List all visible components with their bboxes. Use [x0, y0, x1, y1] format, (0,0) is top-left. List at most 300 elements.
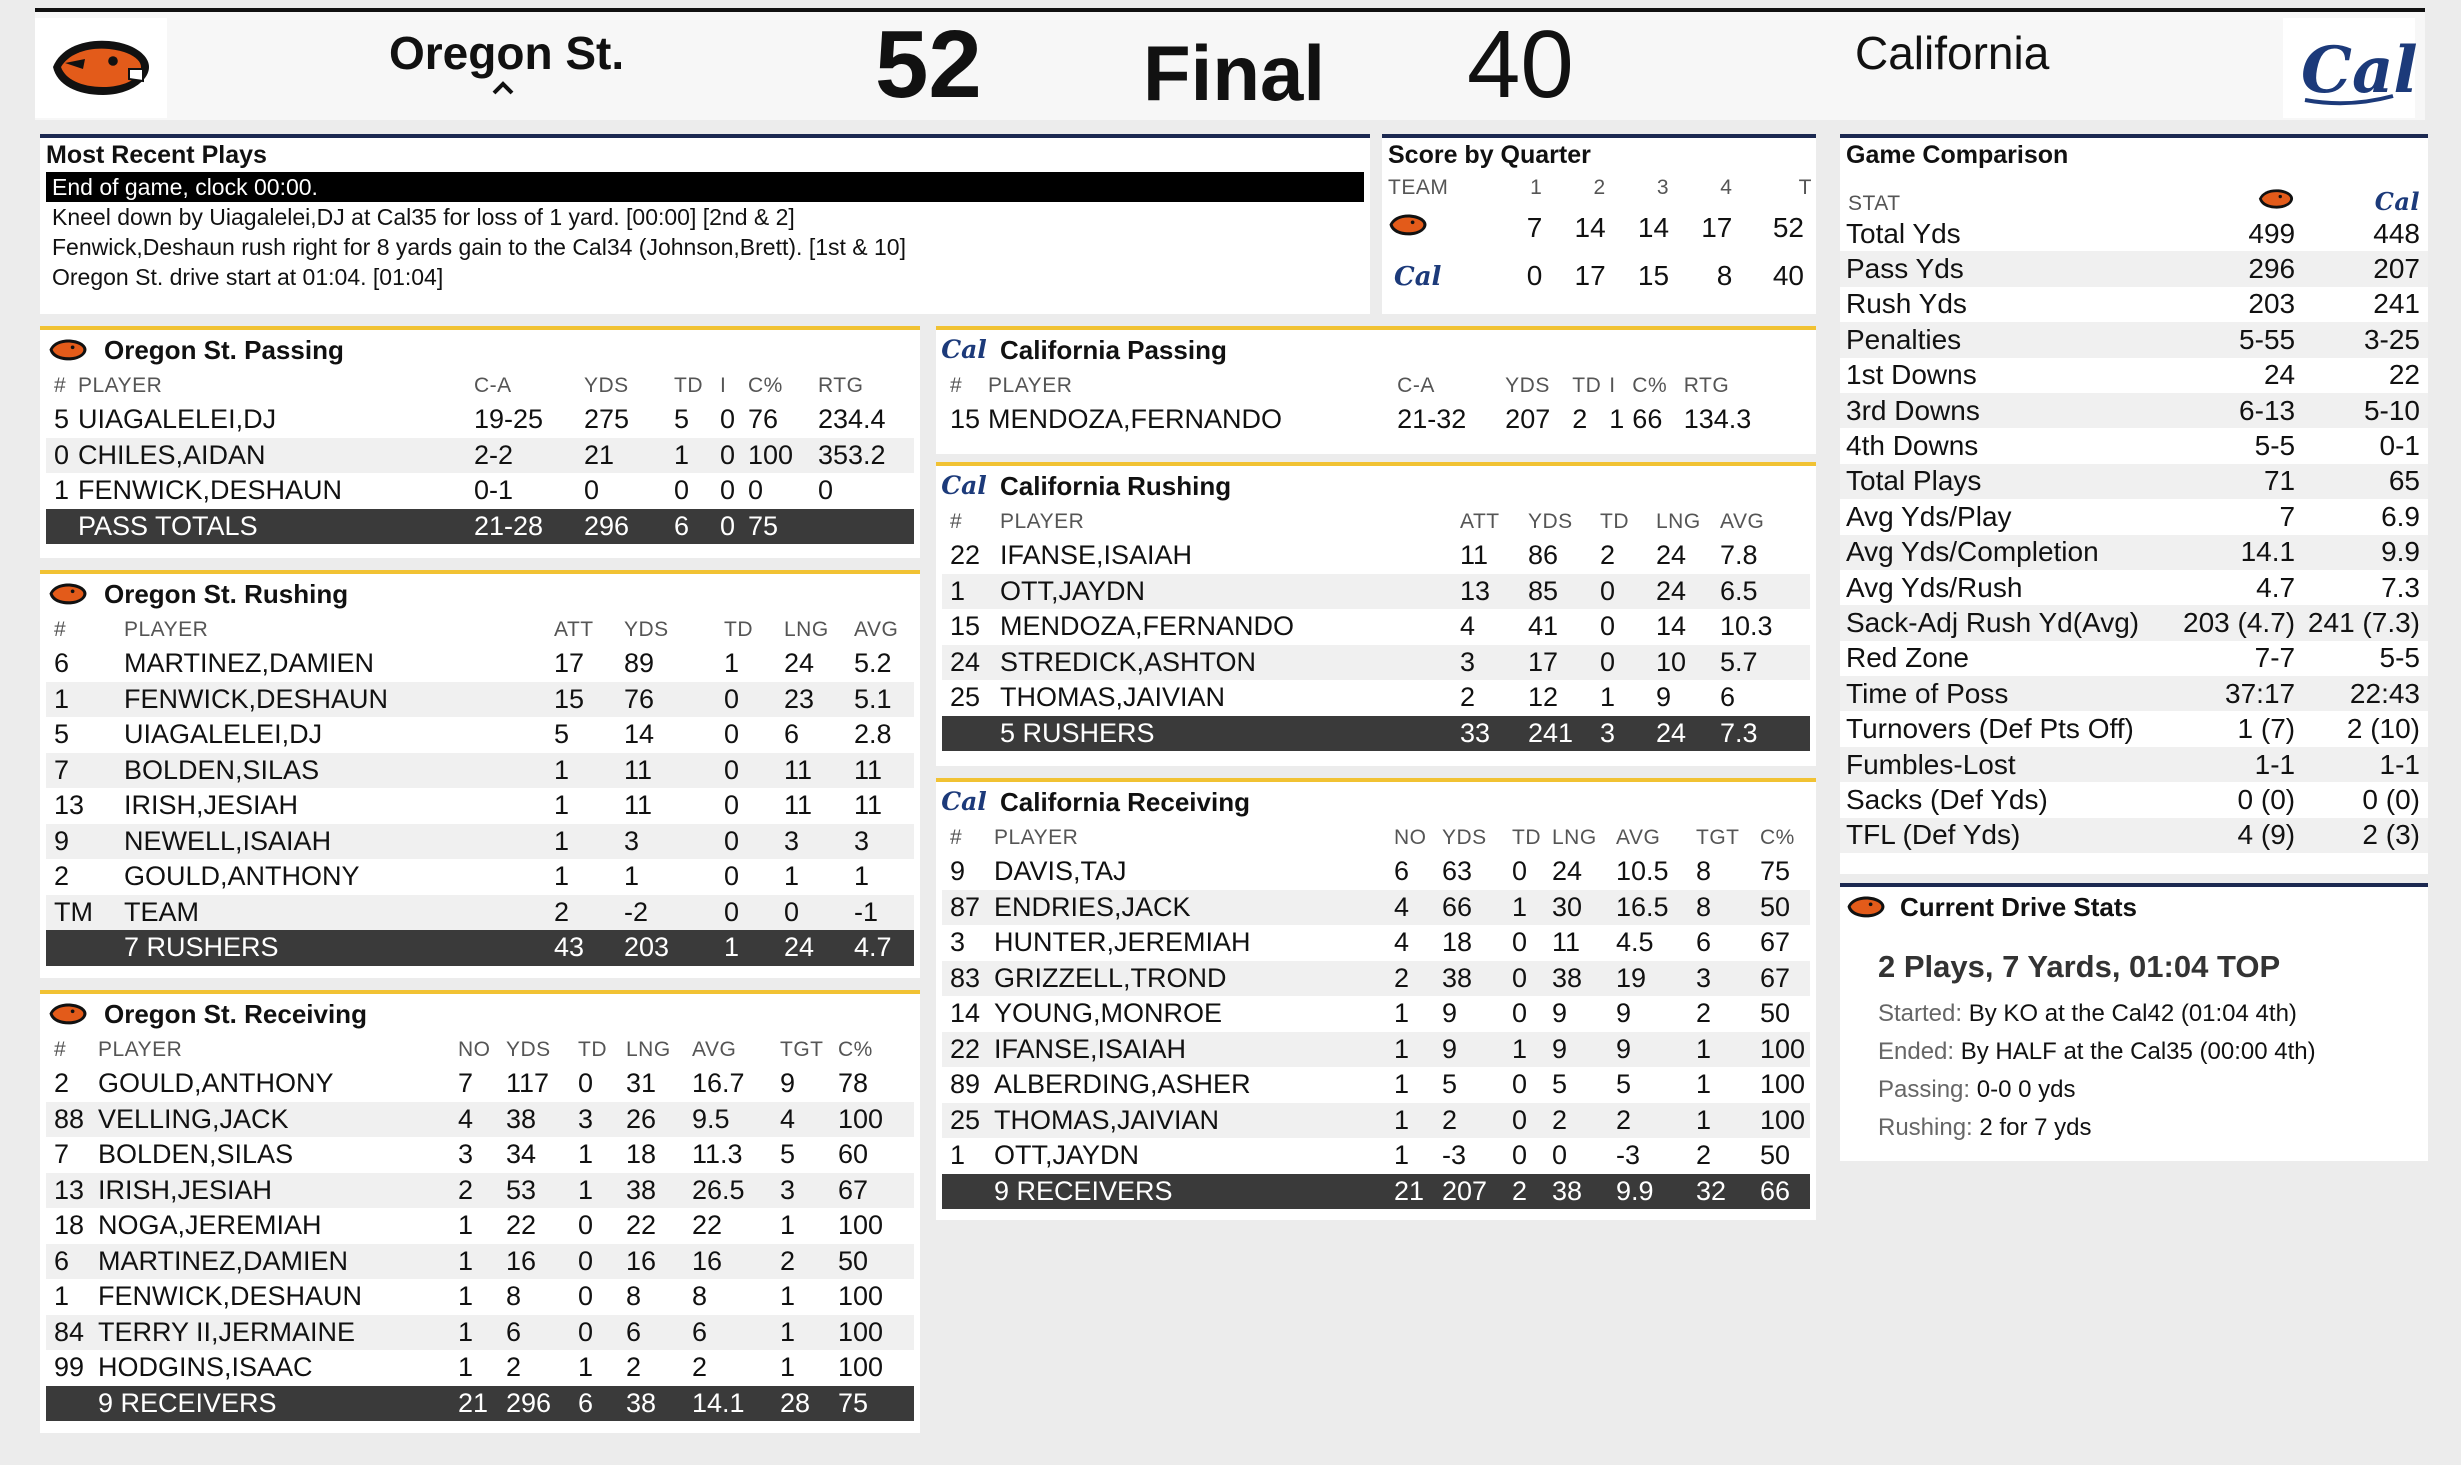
- stat-cell: 1: [570, 1173, 618, 1209]
- stat-cell: 1: [458, 1281, 474, 1312]
- col-header[interactable]: TD: [1512, 826, 1541, 849]
- stat-label: 1st Downs: [1846, 359, 1977, 391]
- recent-plays-list: [40, 172, 1370, 292]
- col-header[interactable]: #: [950, 510, 963, 533]
- player-name[interactable]: ALBERDING,ASHER: [994, 1069, 1251, 1100]
- stat-cell: 50: [1760, 998, 1791, 1029]
- col-header[interactable]: YDS: [1528, 510, 1573, 533]
- table-row[interactable]: [942, 925, 1810, 961]
- score-cell: 8: [1716, 260, 1733, 291]
- table-row[interactable]: [942, 645, 1810, 681]
- stat-cell: 53: [498, 1173, 570, 1209]
- col-header[interactable]: TD: [578, 1038, 607, 1061]
- col-header[interactable]: PLAYER: [994, 826, 1079, 849]
- player-name[interactable]: UIAGALELEI,DJ: [78, 404, 277, 435]
- stat-cell: 8: [506, 1281, 522, 1312]
- col-header: TEAM: [1388, 176, 1449, 199]
- col-header[interactable]: YDS: [1505, 374, 1550, 397]
- total-cell: 21: [450, 1386, 498, 1422]
- stat-cell: 13: [46, 1173, 90, 1209]
- score-cell: 14: [1574, 212, 1606, 243]
- player-name[interactable]: OTT,JAYDN: [994, 1140, 1140, 1171]
- stat-cell: 100: [830, 1315, 914, 1351]
- col-header[interactable]: C%: [1760, 826, 1795, 849]
- table-row[interactable]: [46, 1315, 914, 1351]
- panel-title-label: Oregon St. Rushing: [104, 579, 349, 609]
- stat-cell: 117: [506, 1068, 550, 1099]
- drive-ended: [1878, 1033, 2428, 1071]
- player-name[interactable]: IFANSE,ISAIAH: [1000, 540, 1193, 571]
- player-name[interactable]: UIAGALELEI,DJ: [124, 719, 323, 750]
- stat-label: TFL (Def Yds): [1840, 818, 2171, 853]
- stat-cell: 4.5: [1616, 927, 1654, 958]
- stat-cell: 31: [626, 1068, 657, 1099]
- stat-label: Total Plays: [1840, 464, 2171, 499]
- table-row[interactable]: [942, 1067, 1810, 1103]
- table-row[interactable]: [46, 1279, 914, 1315]
- stat-cell: 0: [724, 719, 740, 750]
- comparison-row: [1840, 464, 2428, 499]
- stat-cell: 0: [776, 895, 846, 931]
- beaver-logo-icon: [48, 582, 88, 606]
- col-header[interactable]: TGT: [1696, 826, 1740, 849]
- table-row[interactable]: [942, 402, 1810, 438]
- col-header[interactable]: #: [950, 826, 963, 849]
- col-header[interactable]: YDS: [1442, 826, 1487, 849]
- stat-cell: -3: [1616, 1140, 1641, 1171]
- player-name[interactable]: NOGA,JEREMIAH: [98, 1210, 322, 1241]
- play-item[interactable]: Oregon St. drive start at 01:04. [01:04]: [52, 264, 444, 290]
- total-label: PASS TOTALS: [70, 509, 466, 545]
- stat-cell: 2: [54, 1068, 70, 1099]
- player-name[interactable]: NEWELL,ISAIAH: [116, 824, 546, 860]
- col-header[interactable]: ATT: [1460, 510, 1500, 533]
- player-name[interactable]: MENDOZA,FERNANDO: [988, 404, 1283, 435]
- col-header[interactable]: TD: [1572, 374, 1602, 397]
- player-name[interactable]: DAVIS,TAJ: [994, 856, 1127, 887]
- player-name[interactable]: HUNTER,JEREMIAH: [994, 927, 1251, 958]
- home-value: 7-7: [2254, 642, 2296, 674]
- stat-cell: 2: [546, 895, 616, 931]
- col-header[interactable]: AVG: [1616, 826, 1661, 849]
- stat-cell: 1: [578, 1352, 594, 1383]
- stat-cell: 89: [624, 648, 655, 679]
- col-header[interactable]: C%: [748, 374, 783, 397]
- stat-cell: 4: [1394, 927, 1410, 958]
- label: Ended:: [1878, 1038, 1955, 1065]
- stat-cell: 0: [716, 753, 776, 789]
- caret-up-icon: [491, 80, 515, 96]
- col-header[interactable]: YDS: [624, 618, 669, 641]
- stat-cell: 15: [950, 404, 981, 435]
- home-score: 52: [875, 11, 982, 118]
- player-name[interactable]: VELLING,JACK: [90, 1102, 450, 1138]
- stat-cell: 4: [1386, 890, 1434, 926]
- stat-cell: 6: [1720, 682, 1736, 713]
- stat-cell: 100: [838, 1352, 884, 1383]
- table-row[interactable]: [46, 859, 914, 895]
- player-name[interactable]: MENDOZA,FERNANDO: [1000, 611, 1295, 642]
- total-cell: 21-28: [466, 509, 576, 545]
- stat-label: 4th Downs: [1846, 430, 1979, 462]
- stats-table: [942, 822, 1810, 1209]
- stat-cell: 0: [720, 404, 736, 435]
- player-name[interactable]: FENWICK,DESHAUN: [78, 475, 343, 506]
- stat-cell: 2: [1460, 682, 1476, 713]
- away-value: 1-1: [2295, 747, 2428, 782]
- score-by-quarter-title: Score by Quarter: [1388, 141, 1591, 169]
- away-value: 7.3: [2381, 571, 2420, 603]
- home-team-logo[interactable]: [35, 18, 167, 118]
- stat-cell: 9: [46, 824, 116, 860]
- stat-cell: 22: [506, 1210, 537, 1241]
- col-header[interactable]: C-A: [1397, 374, 1435, 397]
- player-name[interactable]: OTT,JAYDN: [992, 574, 1452, 610]
- col-header[interactable]: C%: [838, 1038, 873, 1061]
- stat-cell: 1: [554, 790, 570, 821]
- score-cell: 0: [1526, 260, 1543, 291]
- stat-cell: 0: [716, 895, 776, 931]
- stat-cell: 100: [1752, 1032, 1810, 1068]
- drive-rushing: [1878, 1109, 2428, 1147]
- stat-cell: 21-32: [1397, 404, 1467, 435]
- player-name[interactable]: ENDRIES,JACK: [986, 890, 1386, 926]
- stat-cell: 76: [748, 404, 779, 435]
- stat-cell: 1: [950, 1140, 966, 1171]
- stat-cell: 89: [950, 1069, 981, 1100]
- stat-cell: 78: [838, 1068, 869, 1099]
- player-name[interactable]: STREDICK,ASHTON: [992, 645, 1452, 681]
- stat-cell: 22: [950, 540, 981, 571]
- col-header[interactable]: AVG: [854, 618, 899, 641]
- home-value: 4 (9): [2171, 818, 2295, 853]
- panel-title: [40, 994, 920, 1034]
- col-header[interactable]: AVG: [692, 1038, 737, 1061]
- stat-cell: 11: [854, 790, 883, 821]
- player-name[interactable]: MARTINEZ,DAMIEN: [124, 648, 375, 679]
- stat-cell: 17: [1520, 645, 1592, 681]
- total-cell: 241: [1520, 716, 1592, 752]
- cal-logo-icon: Cal: [941, 471, 987, 500]
- california-passing-panel: [936, 326, 1816, 454]
- stat-cell: 11: [616, 753, 716, 789]
- stat-cell: 24: [942, 645, 992, 681]
- table-row[interactable]: [46, 1137, 914, 1173]
- stat-cell: 1: [772, 1315, 830, 1351]
- stat-cell: 6: [54, 648, 70, 679]
- panel-title-label: California Receiving: [1000, 787, 1250, 817]
- stat-cell: 0: [674, 475, 690, 506]
- stat-cell: 1: [554, 861, 570, 892]
- table-row[interactable]: [46, 824, 914, 860]
- stat-cell: 1: [1504, 890, 1544, 926]
- col-header[interactable]: TD: [1600, 510, 1629, 533]
- stat-cell: 7: [54, 1139, 70, 1170]
- col-header[interactable]: #: [54, 618, 67, 641]
- col-header[interactable]: #: [950, 374, 963, 397]
- table-row[interactable]: [46, 1350, 914, 1386]
- col-header[interactable]: AVG: [1720, 510, 1765, 533]
- stat-cell: 10.3: [1720, 611, 1773, 642]
- table-row[interactable]: [46, 1244, 914, 1280]
- col-header[interactable]: PLAYER: [1000, 510, 1085, 533]
- stat-cell: 4: [772, 1102, 830, 1138]
- col-header[interactable]: I: [720, 374, 727, 397]
- stat-label: Sack-Adj Rush Yd(Avg): [1840, 605, 2171, 640]
- stat-cell: 19: [1608, 961, 1688, 997]
- player-name[interactable]: HODGINS,ISAAC: [98, 1352, 313, 1383]
- comparison-row: [1840, 393, 2428, 428]
- cal-logo-icon: [2297, 28, 2418, 108]
- player-name[interactable]: FENWICK,DESHAUN: [98, 1281, 363, 1312]
- col-header[interactable]: LNG: [1656, 510, 1701, 533]
- away-value: 2 (10): [2346, 713, 2420, 745]
- col-header[interactable]: PLAYER: [78, 374, 163, 397]
- stat-cell: 0: [1592, 574, 1648, 610]
- stat-cell: 0: [1504, 1103, 1544, 1139]
- col-header[interactable]: TD: [724, 618, 753, 641]
- stat-cell: 5: [674, 404, 690, 435]
- play-item[interactable]: Kneel down by Uiagalelei,DJ at Cal35 for loss of 1 yard. [00:00] [2nd & 2]: [52, 204, 795, 230]
- stat-cell: 60: [838, 1139, 869, 1170]
- stat-cell: -2: [616, 895, 716, 931]
- stat-cell: 1: [784, 861, 800, 892]
- col-header[interactable]: PLAYER: [988, 374, 1073, 397]
- stat-cell: 1: [1688, 1103, 1752, 1139]
- home-value: 5-5: [2254, 430, 2296, 462]
- stat-cell: 0: [578, 1210, 594, 1241]
- stat-cell: 1: [854, 861, 870, 892]
- table-row[interactable]: [942, 1032, 1810, 1068]
- stat-label: Avg Yds/Completion: [1840, 535, 2171, 570]
- col-header[interactable]: #: [54, 374, 67, 397]
- home-value: 203 (4.7): [2171, 605, 2295, 640]
- player-name[interactable]: FENWICK,DESHAUN: [116, 682, 546, 718]
- stat-cell: 3: [570, 1102, 618, 1138]
- total-row: [46, 1386, 914, 1422]
- stat-cell: 1: [780, 1210, 796, 1241]
- col-header[interactable]: YDS: [584, 374, 629, 397]
- away-value: 241: [2373, 288, 2420, 320]
- stat-cell: 30: [1544, 890, 1608, 926]
- stat-cell: 0: [716, 824, 776, 860]
- stat-cell: 3: [772, 1173, 830, 1209]
- stat-cell: 8: [692, 1281, 708, 1312]
- table-row[interactable]: [46, 473, 914, 509]
- table-row[interactable]: [46, 1208, 914, 1244]
- stat-cell: 9: [1608, 1032, 1688, 1068]
- beaver-logo-icon: [2257, 188, 2295, 210]
- col-header[interactable]: PLAYER: [98, 1038, 183, 1061]
- stat-cell: -3: [1442, 1140, 1467, 1171]
- player-name[interactable]: GRIZZELL,TROND: [986, 961, 1386, 997]
- table-row[interactable]: [942, 538, 1810, 574]
- table-row[interactable]: [942, 890, 1810, 926]
- label: Rushing:: [1878, 1114, 1973, 1141]
- col-header[interactable]: YDS: [506, 1038, 551, 1061]
- table-row[interactable]: [46, 438, 914, 474]
- player-name[interactable]: IRISH,JESIAH: [90, 1173, 450, 1209]
- stat-cell: 2: [1600, 540, 1616, 571]
- away-value: 22: [2388, 359, 2420, 391]
- stat-cell: 1: [942, 574, 992, 610]
- player-name[interactable]: THOMAS,JAIVIAN: [1000, 682, 1226, 713]
- stat-cell: 5: [780, 1139, 796, 1170]
- score-cell: 15: [1637, 260, 1670, 291]
- col-header[interactable]: PLAYER: [124, 618, 209, 641]
- oregon-st-passing-panel: [40, 326, 920, 558]
- stat-cell: 5.1: [846, 682, 914, 718]
- current-drive-panel: [1840, 883, 2428, 1161]
- player-name[interactable]: YOUNG,MONROE: [994, 998, 1223, 1029]
- stat-cell: 22: [626, 1210, 657, 1241]
- beaver-logo-icon: [48, 1002, 88, 1026]
- player-name[interactable]: TEAM: [116, 895, 546, 931]
- away-team-logo[interactable]: [2283, 18, 2418, 118]
- player-name[interactable]: BOLDEN,SILAS: [98, 1139, 294, 1170]
- total-cell: 14.1: [684, 1386, 772, 1422]
- col-header[interactable]: TGT: [780, 1038, 824, 1061]
- stat-cell: 2: [1386, 961, 1434, 997]
- table-row[interactable]: [46, 1102, 914, 1138]
- game-comparison-title: Game Comparison: [1846, 141, 2069, 169]
- stat-label: Turnovers (Def Pts Off): [1846, 713, 2134, 745]
- table-row[interactable]: [942, 1138, 1810, 1174]
- stat-cell: 38: [1544, 961, 1608, 997]
- stat-cell: 38: [498, 1102, 570, 1138]
- player-name[interactable]: IRISH,JESIAH: [124, 790, 299, 821]
- col-header[interactable]: LNG: [626, 1038, 671, 1061]
- away-value: 5-10: [2295, 393, 2428, 428]
- total-cell: 33: [1452, 716, 1520, 752]
- stat-cell: 24: [784, 648, 815, 679]
- table-row[interactable]: [942, 609, 1810, 645]
- stat-cell: 16: [684, 1244, 772, 1280]
- label: Passing:: [1878, 1076, 1971, 1103]
- total-cell: 203: [616, 930, 716, 966]
- col-header[interactable]: LNG: [784, 618, 829, 641]
- play-item[interactable]: Fenwick,Deshaun rush right for 8 yards gain to the Cal34 (Johnson,Brett). [1st & 10]: [52, 234, 906, 260]
- stat-cell: 1: [54, 475, 70, 506]
- total-cell: [810, 509, 914, 545]
- away-team-name[interactable]: California: [1855, 27, 2050, 79]
- total-cell: [942, 716, 992, 752]
- player-name[interactable]: CHILES,AIDAN: [70, 438, 466, 474]
- stat-cell: 67: [1752, 961, 1810, 997]
- player-name[interactable]: GOULD,ANTHONY: [124, 861, 360, 892]
- total-cell: 0: [712, 509, 740, 545]
- col-header[interactable]: RTG: [1683, 374, 1730, 397]
- col-header[interactable]: C-A: [474, 374, 512, 397]
- comparison-row: [1840, 428, 2428, 463]
- table-row[interactable]: [46, 402, 914, 438]
- col-header[interactable]: NO: [458, 1038, 491, 1061]
- stat-cell: 67: [830, 1173, 914, 1209]
- stat-cell: 6: [618, 1315, 684, 1351]
- table-row[interactable]: [46, 895, 914, 931]
- stat-cell: 5: [1552, 1069, 1568, 1100]
- col-header[interactable]: ATT: [554, 618, 594, 641]
- table-row[interactable]: [942, 854, 1810, 890]
- stat-cell: 15: [546, 682, 616, 718]
- player-name[interactable]: IFANSE,ISAIAH: [986, 1032, 1386, 1068]
- stat-cell: 0: [818, 475, 834, 506]
- stat-cell: 2: [772, 1244, 830, 1280]
- stat-cell: 1: [1504, 1032, 1544, 1068]
- stat-cell: 10: [1648, 645, 1712, 681]
- score-by-quarter-panel: [1382, 134, 1816, 314]
- col-header[interactable]: I: [1609, 374, 1616, 397]
- table-row[interactable]: [942, 961, 1810, 997]
- total-row: [46, 509, 914, 545]
- table-row[interactable]: [46, 1066, 914, 1102]
- col-header[interactable]: TD: [674, 374, 703, 397]
- stat-label: Penalties: [1840, 322, 2171, 357]
- stat-cell: 84: [46, 1315, 90, 1351]
- stat-cell: 2: [450, 1173, 498, 1209]
- stat-cell: 207: [1505, 404, 1551, 435]
- stat-cell: 22: [942, 1032, 986, 1068]
- stat-cell: 11: [1460, 540, 1489, 571]
- table-row[interactable]: [942, 996, 1810, 1032]
- col-header[interactable]: RTG: [818, 374, 864, 397]
- col-header[interactable]: NO: [1394, 826, 1427, 849]
- home-value: 7: [2279, 500, 2296, 532]
- stat-cell: 5: [1616, 1069, 1632, 1100]
- player-name[interactable]: THOMAS,JAIVIAN: [986, 1103, 1386, 1139]
- table-row[interactable]: [942, 574, 1810, 610]
- col-header[interactable]: C%: [1632, 374, 1668, 397]
- stat-cell: 83: [942, 961, 986, 997]
- player-name[interactable]: GOULD,ANTHONY: [98, 1068, 334, 1099]
- stat-cell: 2: [626, 1352, 642, 1383]
- stat-cell: 3: [1452, 645, 1520, 681]
- stat-cell: 50: [830, 1244, 914, 1280]
- table-row[interactable]: [942, 680, 1810, 716]
- home-team-name[interactable]: Oregon St.: [389, 27, 625, 79]
- table-row[interactable]: [46, 646, 914, 682]
- table-row[interactable]: [46, 753, 914, 789]
- play-item[interactable]: End of game, clock 00:00.: [46, 172, 1364, 202]
- table-row[interactable]: [46, 1173, 914, 1209]
- col-header[interactable]: LNG: [1552, 826, 1597, 849]
- table-row[interactable]: [46, 788, 914, 824]
- stat-cell: 16.7: [692, 1068, 745, 1099]
- stat-cell: 87: [942, 890, 986, 926]
- table-row[interactable]: [46, 682, 914, 718]
- stat-label: Fumbles-Lost: [1840, 747, 2171, 782]
- stat-cell: 14: [950, 998, 981, 1029]
- stat-label: Avg Yds/Play: [1846, 500, 2012, 532]
- stat-cell: 75: [1760, 856, 1791, 887]
- cal-logo-icon: Cal: [941, 335, 987, 364]
- col-header[interactable]: #: [54, 1038, 67, 1061]
- table-row[interactable]: [46, 717, 914, 753]
- stat-cell: 5: [1442, 1069, 1458, 1100]
- stat-cell: 9: [1442, 998, 1458, 1029]
- col-header: T: [1798, 176, 1812, 199]
- player-name[interactable]: TERRY II,JERMAINE: [90, 1315, 450, 1351]
- table-row[interactable]: [942, 1103, 1810, 1139]
- player-name[interactable]: BOLDEN,SILAS: [116, 753, 546, 789]
- team-icon: [942, 782, 986, 822]
- home-value: 71: [2171, 464, 2295, 499]
- player-name[interactable]: MARTINEZ,DAMIEN: [90, 1244, 450, 1280]
- stat-cell: 3: [458, 1139, 474, 1170]
- total-cell: [46, 930, 116, 966]
- cal-logo-icon: Cal: [941, 787, 987, 816]
- home-value: 0 (0): [2237, 783, 2296, 815]
